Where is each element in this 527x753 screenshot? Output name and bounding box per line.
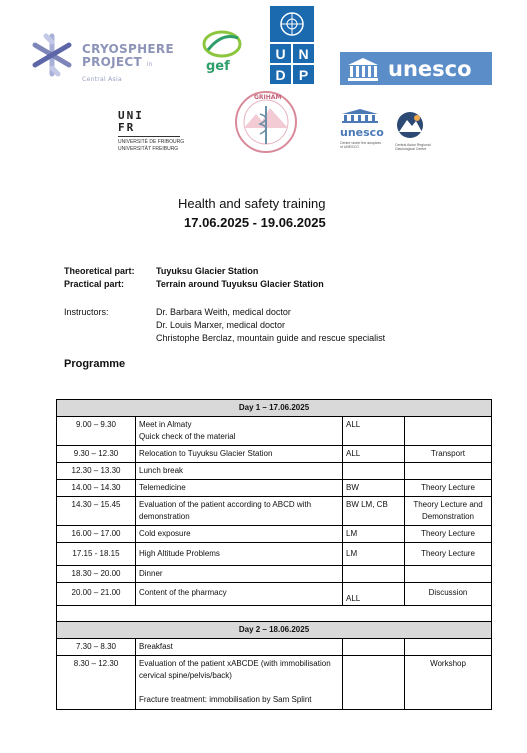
practical-value: Terrain around Tuyuksu Glacier Station bbox=[156, 279, 324, 289]
table-row bbox=[57, 497, 492, 526]
carcg-mountain-icon bbox=[395, 110, 425, 140]
carcg-caption: Central Asian Regional Glaciological Centre bbox=[395, 143, 431, 151]
undp-letter-d: D bbox=[270, 65, 291, 84]
activity-cell: Content of the pharmacy bbox=[136, 583, 343, 606]
instructor-cell: LM bbox=[343, 543, 405, 566]
gef-logo bbox=[200, 28, 244, 78]
table-row bbox=[57, 463, 492, 480]
instructor-cell bbox=[343, 463, 405, 480]
type-cell: Transport bbox=[405, 446, 492, 463]
unesco-small-logo bbox=[340, 108, 400, 160]
unifr-uni: UNI bbox=[118, 109, 144, 122]
unifr-logo bbox=[118, 110, 198, 160]
activity-cell: Lunch break bbox=[136, 463, 343, 480]
griham-logo bbox=[232, 88, 300, 156]
unesco-temple-icon bbox=[346, 56, 380, 82]
instructors-label: Instructors: bbox=[64, 307, 109, 317]
activity-line: Fracture treatment: immobilisation by Sam Splint bbox=[139, 695, 312, 704]
unesco-text: unesco bbox=[388, 56, 472, 81]
type-cell: Theory Lecture bbox=[405, 543, 492, 566]
time-cell: 8.30 – 12.30 bbox=[57, 656, 136, 710]
time-cell: 14.00 – 14.30 bbox=[57, 480, 136, 497]
type-cell: Discussion bbox=[405, 583, 492, 606]
cryosphere-sub: in Central Asia bbox=[82, 61, 153, 83]
type-cell bbox=[405, 463, 492, 480]
undp-logo bbox=[270, 6, 314, 84]
griham-text: GRIHAM bbox=[254, 94, 282, 101]
day-header: Day 1 – 17.06.2025 bbox=[57, 400, 492, 417]
time-cell: 7.30 – 8.30 bbox=[57, 639, 136, 656]
instructor-cell: ALL bbox=[343, 583, 405, 606]
gef-text: gef bbox=[206, 59, 230, 74]
cryosphere-logo bbox=[28, 30, 178, 83]
gef-swoosh-icon bbox=[200, 28, 244, 60]
type-cell: Workshop bbox=[405, 656, 492, 710]
activity-cell: Evaluation of the patient according to ABCD with demonstration bbox=[136, 497, 343, 526]
type-cell bbox=[405, 639, 492, 656]
table-row bbox=[57, 417, 492, 446]
time-cell: 16.00 – 17.00 bbox=[57, 526, 136, 543]
instructor-cell bbox=[343, 639, 405, 656]
activity-cell: High Altitude Problems bbox=[136, 543, 343, 566]
table-row bbox=[57, 526, 492, 543]
theory-value: Tuyuksu Glacier Station bbox=[156, 266, 259, 276]
type-cell: Theory Lecture and Demonstration bbox=[405, 497, 492, 526]
unifr-fr: FR bbox=[118, 121, 136, 134]
undp-letter-u: U bbox=[270, 44, 291, 63]
un-emblem-icon bbox=[270, 6, 314, 42]
page-title: Health and safety training bbox=[178, 196, 326, 211]
type-cell bbox=[405, 566, 492, 583]
theory-label: Theoretical part: bbox=[64, 266, 135, 276]
activity-line: Meet in Almaty bbox=[139, 420, 192, 429]
time-cell: 9.00 – 9.30 bbox=[57, 417, 136, 446]
instructor-cell: BW LM, CB bbox=[343, 497, 405, 526]
instructor-cell bbox=[343, 656, 405, 710]
time-cell: 17.15 - 18.15 bbox=[57, 543, 136, 566]
time-cell: 20.00 – 21.00 bbox=[57, 583, 136, 606]
table-row bbox=[57, 639, 492, 656]
type-cell: Theory Lecture bbox=[405, 526, 492, 543]
type-cell bbox=[405, 417, 492, 446]
unifr-divider bbox=[118, 136, 180, 137]
activity-cell: Relocation to Tuyuksu Glacier Station bbox=[136, 446, 343, 463]
instructor-item: Dr. Barbara Weith, medical doctor bbox=[156, 307, 291, 317]
activity-cell: Telemedicine bbox=[136, 480, 343, 497]
undp-letter-p: P bbox=[293, 65, 314, 84]
table-row bbox=[57, 480, 492, 497]
type-cell: Theory Lecture bbox=[405, 480, 492, 497]
practical-label: Practical part: bbox=[64, 279, 125, 289]
undp-letter-n: N bbox=[293, 44, 314, 63]
cryosphere-project: PROJECT bbox=[82, 55, 142, 69]
cryosphere-title: CRYOSPHERE bbox=[82, 42, 174, 56]
instructor-cell: ALL bbox=[343, 417, 405, 446]
snowflake-icon bbox=[28, 30, 76, 80]
activity-cell: Breakfast bbox=[136, 639, 343, 656]
table-row bbox=[57, 446, 492, 463]
programme-table bbox=[56, 399, 492, 710]
time-cell: 14.30 – 15.45 bbox=[57, 497, 136, 526]
unesco-small-temple-icon bbox=[340, 108, 380, 124]
activity-line: Evaluation of the patient xABCDE (with immobilisation cervical spine/pelvis/back) bbox=[139, 659, 331, 680]
table-row bbox=[57, 583, 492, 606]
time-cell: 18.30 – 20.00 bbox=[57, 566, 136, 583]
instructor-cell: BW bbox=[343, 480, 405, 497]
time-cell: 12.30 – 13.30 bbox=[57, 463, 136, 480]
table-row bbox=[57, 543, 492, 566]
time-cell: 9.30 – 12.30 bbox=[57, 446, 136, 463]
instructor-cell: ALL bbox=[343, 446, 405, 463]
table-row bbox=[57, 656, 492, 710]
activity-cell: Dinner bbox=[136, 566, 343, 583]
activity-cell bbox=[136, 417, 343, 446]
carcg-logo bbox=[395, 110, 435, 160]
activity-cell bbox=[136, 656, 343, 710]
unifr-line2: UNIVERSITÄT FREIBURG bbox=[118, 146, 179, 152]
instructor-cell bbox=[343, 566, 405, 583]
instructor-item: Christophe Berclaz, mountain guide and rescue specialist bbox=[156, 333, 386, 343]
unesco-logo bbox=[340, 52, 492, 85]
programme-heading: Programme bbox=[64, 358, 126, 370]
activity-line: Quick check of the material bbox=[139, 432, 236, 441]
unifr-line1: UNIVERSITÉ DE FRIBOURG bbox=[118, 139, 185, 145]
table-row bbox=[57, 566, 492, 583]
date-range: 17.06.2025 - 19.06.2025 bbox=[184, 215, 326, 230]
unesco-small-text: unesco bbox=[340, 126, 384, 139]
day-header: Day 2 – 18.06.2025 bbox=[57, 622, 492, 639]
activity-cell: Cold exposure bbox=[136, 526, 343, 543]
instructor-item: Dr. Louis Marxer, medical doctor bbox=[156, 320, 286, 330]
activity-line bbox=[139, 682, 339, 694]
spacer-row bbox=[57, 606, 492, 622]
instructor-cell: LM bbox=[343, 526, 405, 543]
unesco-small-caption: Centre under the auspices of UNESCO bbox=[340, 141, 382, 149]
